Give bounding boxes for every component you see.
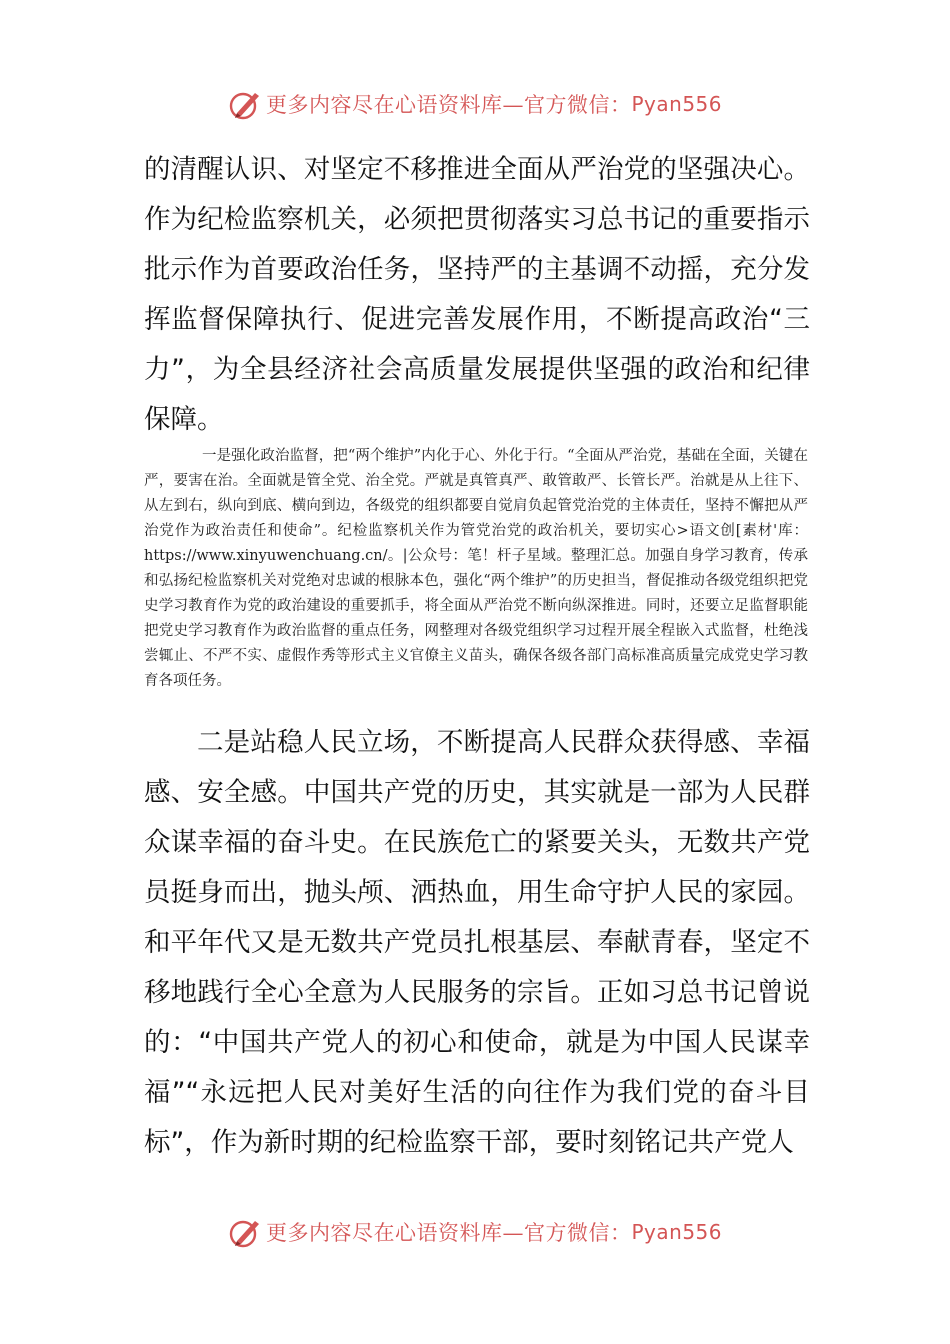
body-paragraph-2: 一是强化政治监督，把“两个维护”内化于心、外化于行。“全面从严治党，基础在全面，关键在严，要害在治。全面就是管全党、治全党。严就是真管真严、敢管敢严、长管长严。治就是从上往下、从左到右，纵向到底、横向到边，各级党的组织都要自觉肩负起管党治党的主体责任，坚持不懈把从严治党作为政治责任和使命”。纪检监察机关作为管党治党的政治机关，要切实心>语文创[素材'库：https://www.xinyuwenchuang.cn/。|公众号：笔！杆子星域。整理汇总。加强自身学习教育，传承和弘扬纪检监察机关对党绝对忠诚的根脉本色，强化“两个维护”的历史担当，督促推动各级党组织把党史学习教育作为党的政治建设的重要抓手，将全面从严治党不断向纵深推进。同时，还要立足监督职能把党史学习教育作为政治监督的重点任务，网整理对各级党组织学习过程开展全程嵌入式监督，杜绝浅尝辄止、不严不实、虚假作秀等形式主义官僚主义苗头，确保各级各部门高标准高质量完成党史学习教育各项任务。 (144, 448, 808, 689)
footer-banner (0, 1212, 950, 1252)
footer-wechat-id: Pyan556 (631, 1220, 722, 1244)
header-banner (0, 84, 950, 124)
header-wechat-id: Pyan556 (631, 92, 722, 116)
pen-logo-icon (228, 87, 262, 121)
body-paragraph-1: 的清醒认识、对坚定不移推进全面从严治党的坚强决心。作为纪检监察机关，必须把贯彻落实习总书记的重要指示批示作为首要政治任务，坚持严的主基调不动摇，充分发挥监督保障执行、促进完善发展作用，不断提高政治“三力”，为全县经济社会高质量发展提供坚强的政治和纪律保障。 (144, 154, 810, 435)
footer-banner-text: 更多内容尽在心语资料库—官方微信： (265, 1221, 632, 1245)
body-paragraph-3: 二是站稳人民立场，不断提高人民群众获得感、幸福感、安全感。中国共产党的历史，其实就是一部为人民群众谋幸福的奋斗史。在民族危亡的紧要关头，无数共产党员挺身而出，抛头颅、洒热血，用生命守护人民的家园。和平年代又是无数共产党员扎根基层、奉献青春，坚定不移地践行全心全意为人民服务的宗旨。正如习总书记曾说的：“中国共产党人的初心和使命，就是为中国人民谋幸福”“永远把人民对美好生活的向往作为我们党的奋斗目标”，作为新时期的纪检监察干部，要时刻铭记共产党人 (144, 727, 810, 1158)
header-banner-text: 更多内容尽在心语资料库—官方微信： (265, 93, 632, 117)
pen-logo-icon (228, 1215, 262, 1249)
